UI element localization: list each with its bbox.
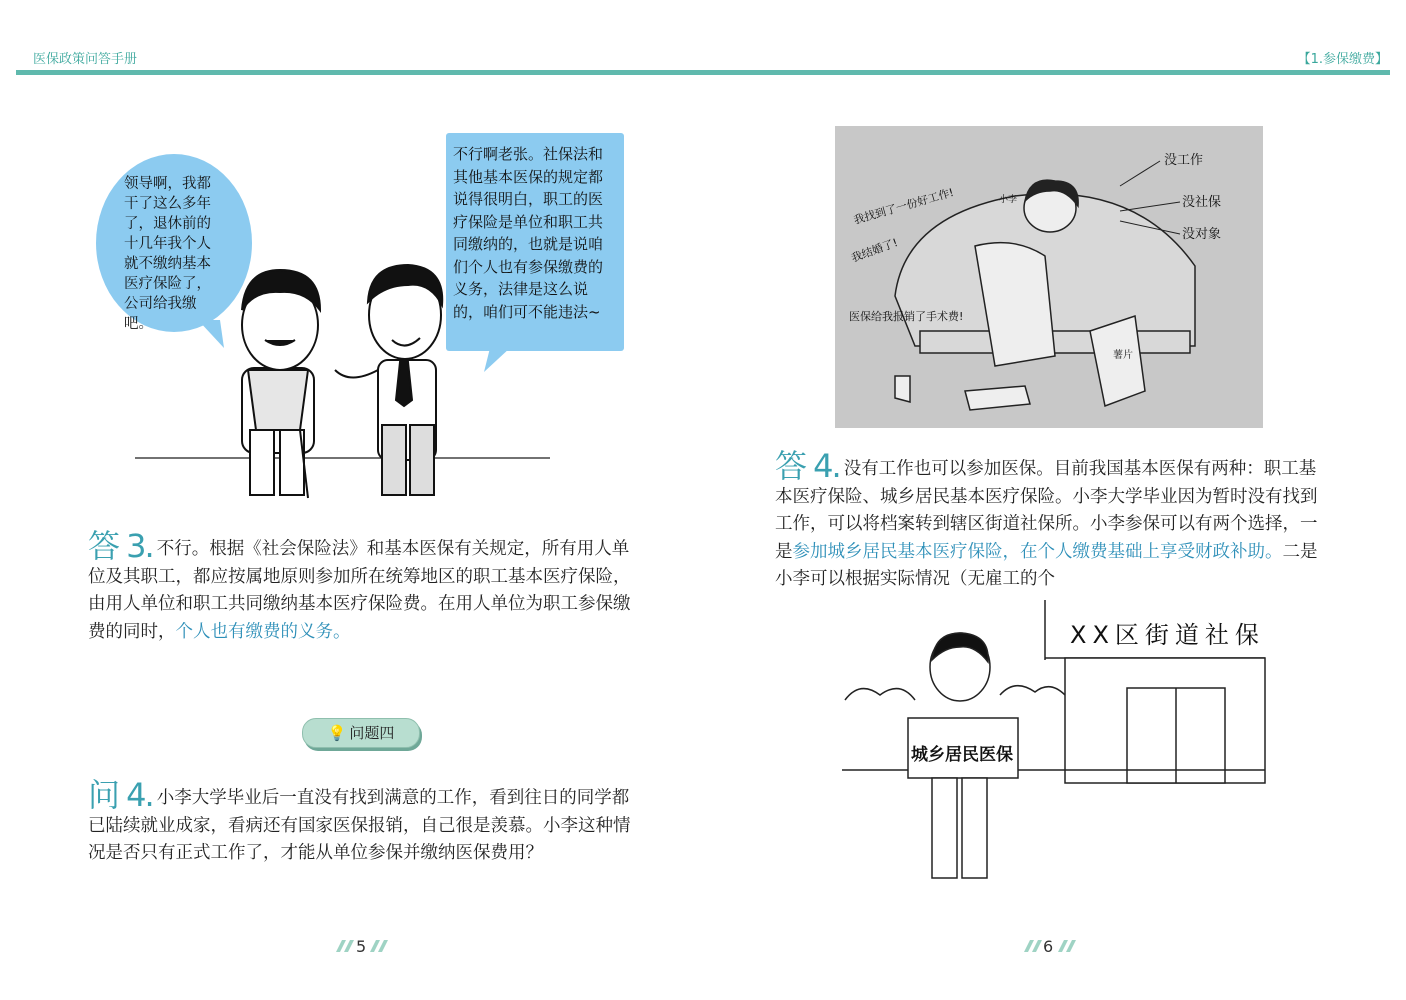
answer-4-text-a: 没有工作也可以参加医保。目前我国基本医保有两种：职工基本医疗保险、城乡居民基本医疗保险。小李大学毕业因为暂时没有找到工作，可以将档案转到辖区街道社保所。小李参保可以有两个选择，一是 xyxy=(775,459,1318,562)
page-number-right: 6 xyxy=(1043,937,1054,956)
answer-3-text: 不行。根据《社会保险法》和基本医保有关规定，所有用人单位及其职工，都应按属地原则参加所在统筹地区的职工基本医疗保险，由用人单位和职工共同缴纳基本医疗保险费。在用人单位为职工参保缴费的同时， xyxy=(88,539,631,642)
bubble-tail-left xyxy=(190,320,230,350)
question-4-text: 小李大学毕业后一直没有找到满意的工作，看到往日的同学都已陆续就业成家，看病还有国家医保报销，自己很是羡慕。小李这种情况是否只有正式工作了，才能从单位参保并缴纳医保费用？ xyxy=(88,788,631,863)
board-text: 城乡居民医保 xyxy=(911,745,1013,765)
bubble-tail-right xyxy=(480,348,520,374)
answer-3-paragraph xyxy=(88,527,636,646)
question-4-paragraph xyxy=(88,776,636,868)
speech-bubble-old-man xyxy=(96,154,252,332)
label-no-insurance: 没社保 xyxy=(1182,195,1222,210)
label-no-partner: 没对象 xyxy=(1182,227,1222,242)
answer-3-label: 答 3. xyxy=(88,527,153,565)
speech-bubble-leader xyxy=(446,133,624,351)
label-no-job: 没工作 xyxy=(1164,153,1204,168)
header-divider xyxy=(16,70,1390,75)
label-chips: 薯片 xyxy=(1113,350,1133,361)
lightbulb-icon: 💡 xyxy=(327,724,347,742)
speech-text-leader: 不行啊老张。社保法和其他基本医保的规定都说得很明白，职工的医疗保险是单位和职工共同缴纳的，也就是说咱们个人也有参保缴费的义务，法律是这么说的，咱们可不能违法~ xyxy=(453,145,604,321)
office-sign: XX区街道社保 xyxy=(1070,621,1265,649)
xiaoli-dream-illustration xyxy=(835,126,1263,428)
label-reimbursed: 医保给我报销了手术费! xyxy=(849,310,964,323)
label-name-tag: 小李 xyxy=(999,195,1018,205)
header-title-left: 医保政策问答手册 xyxy=(33,52,138,67)
label-found-job: 我找到了一份好工作! xyxy=(852,185,956,227)
page-number-left: 5 xyxy=(356,937,367,956)
question-4-label: 问 4. xyxy=(88,776,153,814)
label-married: 我结婚了! xyxy=(849,236,900,265)
speech-text-old-man: 领导啊，我都干了这么多年了，退休前的十几年我个人就不缴纳基本医疗保险了，公司给我缴吧。 xyxy=(124,176,211,332)
answer-4-highlight: 参加城乡居民基本医疗保险，在个人缴费基础上享受财政补助。 xyxy=(792,541,1283,562)
answer-4-paragraph xyxy=(775,447,1323,594)
question-4-tag-label: 问题四 xyxy=(349,724,395,742)
answer-4-label: 答 4. xyxy=(775,447,840,485)
answer-3-highlight: 个人也有缴费的义务。 xyxy=(175,621,351,642)
question-4-tag xyxy=(302,718,420,748)
header-section-right: 【1.参保缴费】 xyxy=(1297,52,1388,67)
answer-4-text-b: 二是小李可以根据实际情况（无雇工的个 xyxy=(775,541,1318,589)
